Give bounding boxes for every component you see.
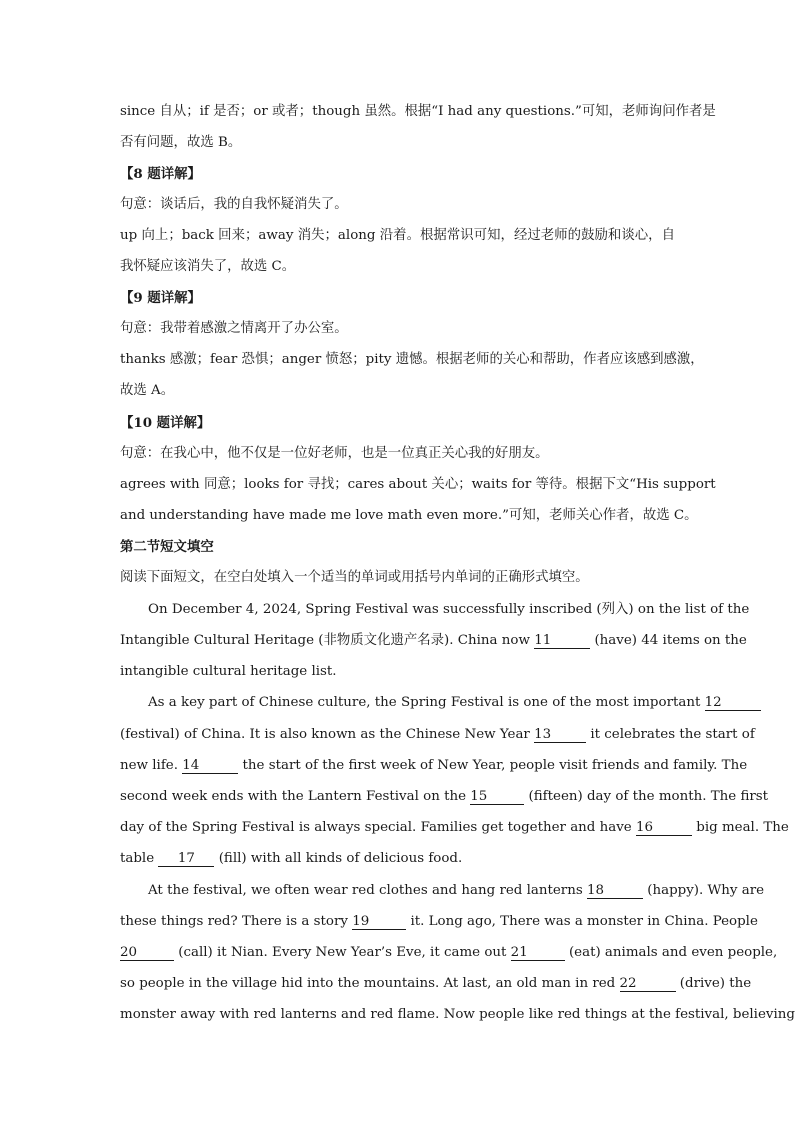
- explanation-7-line: since 自从；if 是否；or 或者；though 虽然。根据“I had any questions.”可知，老师询问作者是: [120, 104, 716, 119]
- question-8-heading: 【8 题详解】: [120, 166, 201, 182]
- passage-line: table 17 (fill) with all kinds of delicious food.: [120, 851, 463, 866]
- passage-line: day of the Spring Festival is always special. Families get together and have 16 big meal. The: [120, 820, 789, 835]
- blank-19[interactable]: 19: [352, 914, 406, 930]
- blank-21[interactable]: 21: [511, 945, 565, 961]
- question-8-explanation: up 向上；back 回来；away 消失；along 沿着。根据常识可知，经过老师的鼓励和谈心，自: [120, 228, 675, 243]
- passage-line: (festival) of China. It is also known as the Chinese New Year 13 it celebrates the start of: [120, 727, 755, 742]
- passage-line: intangible cultural heritage list.: [120, 664, 337, 679]
- blank-15[interactable]: 15: [470, 789, 524, 805]
- question-10-meaning: 句意：在我心中，他不仅是一位好老师，也是一位真正关心我的好朋友。: [120, 446, 549, 461]
- passage-line: As a key part of Chinese culture, the Spring Festival is one of the most important 12: [148, 693, 675, 713]
- passage-line: Intangible Cultural Heritage (非物质文化遗产名录). China now 11 (have) 44 items on the: [120, 633, 747, 648]
- question-9-meaning: 句意：我带着感激之情离开了办公室。: [120, 321, 348, 336]
- question-10-explanation: and understanding have made me love math even more.”可知，老师关心作者，故选 C。: [120, 508, 698, 523]
- blank-18[interactable]: 18: [587, 883, 643, 899]
- question-9-explanation: 故选 A。: [120, 383, 175, 398]
- question-9-heading: 【9 题详解】: [120, 290, 201, 306]
- question-8-explanation: 我怀疑应该消失了，故选 C。: [120, 259, 296, 274]
- question-8-meaning: 句意：谈话后，我的自我怀疑消失了。: [120, 197, 348, 212]
- question-10-heading: 【10 题详解】: [120, 415, 211, 431]
- blank-14[interactable]: 14: [182, 758, 238, 774]
- question-9-explanation: thanks 感激；fear 恐惧；anger 愤怒；pity 遗憾。根据老师的关心和帮助，作者应该感到感激，: [120, 352, 704, 367]
- passage-line: monster away with red lanterns and red flame. Now people like red things at the festival, believing: [120, 1007, 795, 1022]
- explanation-7-line: 否有问题，故选 B。: [120, 135, 242, 150]
- question-10-explanation: agrees with 同意；looks for 寻找；cares about 关心；waits for 等待。根据下文“His support: [120, 477, 716, 492]
- passage-line: new life. 14 the start of the first week of New Year, people visit friends and family. The: [120, 758, 748, 773]
- passage-line: 20 (call) it Nian. Every New Year’s Eve, it came out 21 (eat) animals and even people,: [120, 945, 778, 960]
- passage-line: On December 4, 2024, Spring Festival was successfully inscribed (列入) on the list of the: [148, 602, 750, 617]
- blank-22[interactable]: 22: [620, 976, 676, 992]
- blank-12[interactable]: 12: [705, 695, 761, 711]
- blank-11[interactable]: 11: [534, 633, 590, 649]
- passage-line: At the festival, we often wear red clothes and hang red lanterns 18 (happy). Why are: [148, 883, 765, 898]
- passage-line: these things red? There is a story 19 it. Long ago, There was a monster in China. People: [120, 914, 758, 929]
- blank-16[interactable]: 16: [636, 820, 692, 836]
- blank-20[interactable]: 20: [120, 945, 174, 961]
- blank-13[interactable]: 13: [534, 727, 586, 743]
- section-title: 第二节短文填空: [120, 539, 214, 555]
- passage-line: so people in the village hid into the mountains. At last, an old man in red 22 (drive) the: [120, 976, 752, 991]
- blank-17[interactable]: 17: [158, 851, 214, 867]
- section-instruction: 阅读下面短文，在空白处填入一个适当的单词或用括号内单词的正确形式填空。: [120, 570, 589, 585]
- passage-line: second week ends with the Lantern Festival on the 15 (fifteen) day of the month. The first: [120, 789, 769, 804]
